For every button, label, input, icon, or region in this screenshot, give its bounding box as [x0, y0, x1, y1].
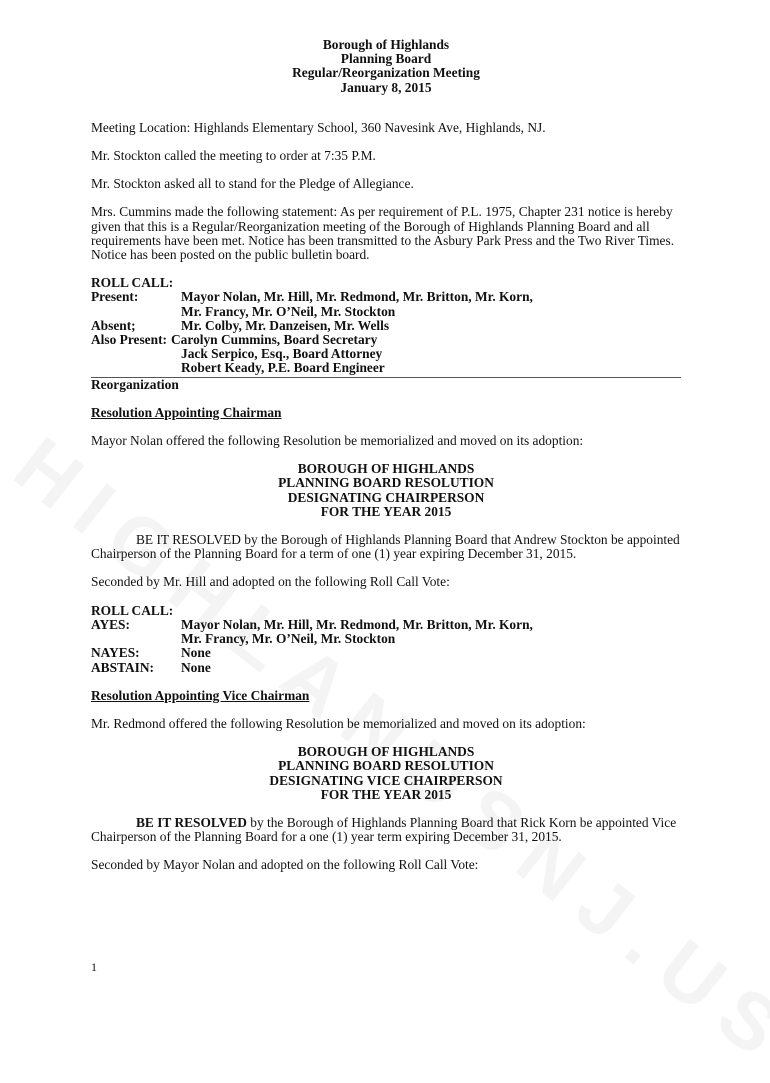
present-list: Mayor Nolan, Mr. Hill, Mr. Redmond, Mr. Britton, Mr. Korn,	[181, 289, 533, 305]
vice-chairman-offered: Mr. Redmond offered the following Resolution be memorialized and moved on its adoption:	[91, 715, 586, 731]
also-present-2: Jack Serpico, Esq., Board Attorney	[181, 346, 383, 362]
absent-label: Absent;	[91, 317, 136, 333]
abstain-value: None	[181, 659, 211, 675]
vice-chairman-resolved	[91, 816, 681, 844]
chairman-title-4: FOR THE YEAR 2015	[320, 503, 452, 519]
resolved-rest: by the Borough of Highlands Planning Board that Rick Korn be appointed Vice Chairperson of the Planning Board for a one (1) year term expiring December 31, 2015.	[91, 814, 677, 845]
spacer	[91, 632, 181, 646]
meeting-location: Meeting Location: Highlands Elementary School, 360 Navesink Ave, Highlands, NJ.	[91, 119, 546, 135]
vice-title-1: BOROUGH OF HIGHLANDS	[297, 744, 475, 760]
roll-call-vote-heading: ROLL CALL:	[91, 602, 174, 618]
ayes-list: Mayor Nolan, Mr. Hill, Mr. Redmond, Mr. Britton, Mr. Korn,	[181, 616, 533, 632]
absent-list: Mr. Colby, Mr. Danzeisen, Mr. Wells	[181, 317, 390, 333]
header-line-1: Borough of Highlands	[322, 37, 450, 52]
chairman-title-2: PLANNING BOARD RESOLUTION	[278, 475, 494, 491]
spacer	[91, 347, 181, 361]
header-line-4: January 8, 2015	[340, 79, 432, 95]
vice-chairman-heading: Resolution Appointing Vice Chairman	[91, 687, 310, 703]
chairman-resolution-title	[91, 462, 681, 519]
call-to-order: Mr. Stockton called the meeting to order at 7:35 P.M.	[91, 148, 376, 164]
nayes-label: NAYES:	[91, 645, 140, 661]
reorganization-heading: Reorganization	[91, 376, 179, 392]
chairman-title-3: DESIGNATING CHAIRPERSON	[287, 489, 485, 505]
chairman-title-1: BOROUGH OF HIGHLANDS	[297, 461, 475, 477]
also-present-row-2	[91, 347, 681, 361]
absent-row	[91, 319, 681, 333]
abstain-label: ABSTAIN:	[91, 659, 154, 675]
present-row	[91, 290, 681, 304]
also-present-3: Robert Keady, P.E. Board Engineer	[181, 360, 385, 376]
roll-call-heading: ROLL CALL:	[91, 275, 174, 291]
ayes-list-cont: Mr. Francy, Mr. O’Neil, Mr. Stockton	[181, 631, 396, 647]
ayes-row-cont	[91, 632, 681, 646]
spacer	[91, 361, 181, 375]
vice-title-3: DESIGNATING VICE CHAIRPERSON	[269, 772, 503, 788]
nayes-value: None	[181, 645, 211, 661]
document-header	[91, 38, 681, 95]
chairman-resolved: BE IT RESOLVED by the Borough of Highlands Planning Board that Andrew Stockton be appointed Chairperson of the Planning Board for a term of one (1) year expiring December 31, 2015.	[91, 532, 680, 562]
public-statement: Mrs. Cummins made the following statement: As per requirement of P.L. 1975, Chapter 231 notice is hereby given that this is a Regular/Reorganization meeting of the Borough of Highlands Planning Board and all requirements have been met. Notice has been transmitted to the Asbury Park Press and the Two River Times. Notice has been posted on the public bulletin board.	[91, 204, 675, 263]
vice-title-2: PLANNING BOARD RESOLUTION	[278, 758, 494, 774]
resolved-bold: BE IT RESOLVED	[136, 814, 247, 830]
ayes-label: AYES:	[91, 616, 130, 632]
also-present-row-3	[91, 361, 681, 375]
also-present-label: Also Present:	[91, 332, 167, 348]
vice-chairman-seconded: Seconded by Mayor Nolan and adopted on the following Roll Call Vote:	[91, 857, 479, 873]
also-present-row	[91, 333, 681, 347]
chairman-heading: Resolution Appointing Chairman	[91, 404, 282, 420]
ayes-row	[91, 618, 681, 632]
roll-call-vote	[91, 604, 681, 675]
spacer	[91, 305, 181, 319]
document-page	[91, 38, 681, 873]
header-line-2: Planning Board	[340, 51, 432, 67]
page-number: 1	[91, 960, 97, 974]
present-list-cont: Mr. Francy, Mr. O’Neil, Mr. Stockton	[181, 303, 396, 319]
abstain-row	[91, 661, 681, 675]
present-label: Present:	[91, 289, 139, 305]
vice-chairman-resolution-title	[91, 745, 681, 802]
pledge: Mr. Stockton asked all to stand for the Pledge of Allegiance.	[91, 176, 414, 192]
roll-call-attendance	[91, 276, 681, 375]
also-present-1: Carolyn Cummins, Board Secretary	[171, 332, 378, 348]
nayes-row	[91, 646, 681, 660]
present-row-cont	[91, 305, 681, 319]
header-line-3: Regular/Reorganization Meeting	[292, 65, 480, 81]
chairman-seconded: Seconded by Mr. Hill and adopted on the following Roll Call Vote:	[91, 574, 450, 590]
chairman-offered: Mayor Nolan offered the following Resolution be memorialized and moved on its adoption:	[91, 433, 584, 449]
vice-title-4: FOR THE YEAR 2015	[320, 786, 452, 802]
